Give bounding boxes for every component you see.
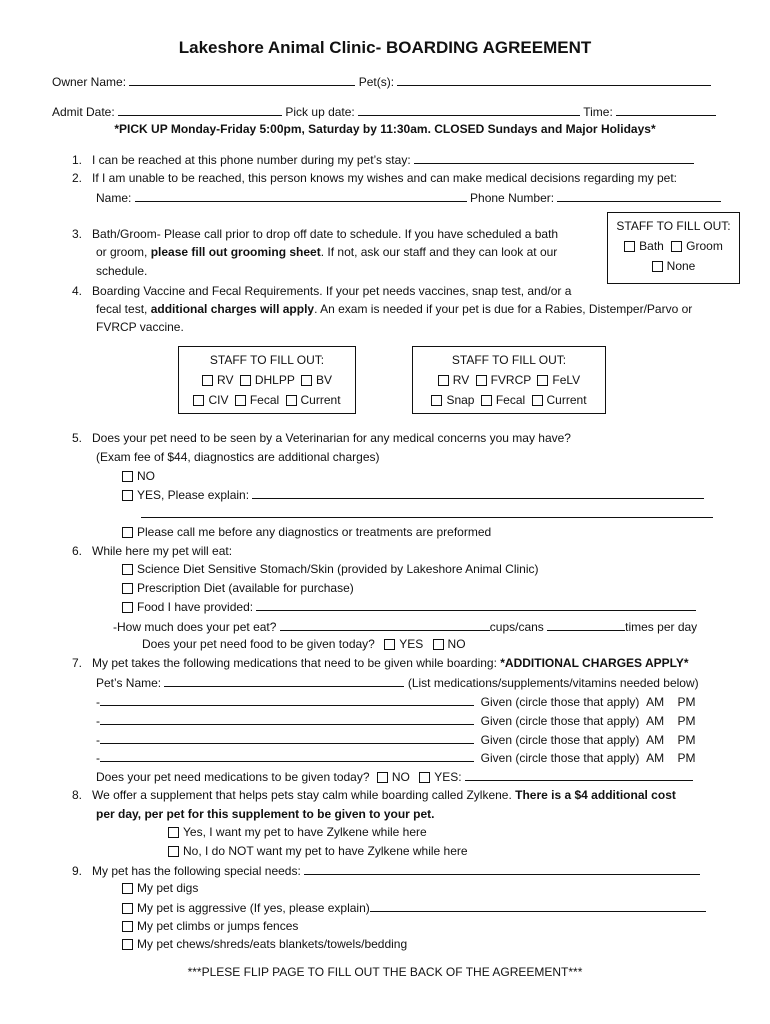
- additional-charges-emphasis: *ADDITIONAL CHARGES APPLY*: [500, 656, 689, 670]
- aggressive-explain-field[interactable]: [370, 900, 706, 912]
- science-diet-label: Science Diet Sensitive Stomach/Skin (provided by Lakeshore Animal Clinic): [137, 562, 539, 576]
- civ-checkbox[interactable]: [193, 395, 204, 406]
- explain-field[interactable]: [252, 487, 704, 499]
- civ-label: CIV: [208, 393, 229, 407]
- food-today-label: Does your pet need food to be given today?: [142, 637, 375, 651]
- item-number: 2.: [71, 171, 82, 185]
- item-3: [64, 227, 558, 241]
- additional-charges-emphasis: additional charges will apply: [150, 302, 315, 316]
- item-2-text: If I am unable to be reached, this person knows my wishes and can make medical decisions regarding my pet:: [92, 171, 677, 185]
- staff-dog-row2: [179, 390, 355, 410]
- pm-option[interactable]: PM: [677, 751, 696, 765]
- item-3-line2: [96, 245, 557, 259]
- item-6: [64, 544, 232, 558]
- amount-field[interactable]: [280, 619, 490, 631]
- call-me-checkbox[interactable]: [122, 527, 133, 538]
- item-number: 9.: [71, 864, 82, 878]
- item-5-call-option: [122, 525, 491, 539]
- amount-label: -How much does your pet eat?: [113, 620, 277, 634]
- time-label: Time:: [583, 105, 613, 119]
- fecal-label: Fecal: [495, 393, 526, 407]
- felv-label: FeLV: [552, 373, 581, 387]
- grooming-sheet-emphasis: please fill out grooming sheet: [150, 245, 321, 259]
- zylkene-no-label: No, I do NOT want my pet to have Zylkene while here: [183, 844, 468, 858]
- item-8-line2: per day, per pet for this supplement to be given to your pet.: [96, 807, 435, 821]
- item-7-line1: My pet takes the following medications that need to be given while boarding:: [92, 656, 501, 670]
- times-field[interactable]: [547, 619, 625, 631]
- fecal-checkbox[interactable]: [481, 395, 492, 406]
- item-7-petname-row: [96, 675, 699, 690]
- chews-label: My pet chews/shreds/eats blankets/towels/bedding: [137, 937, 408, 951]
- rv-label: RV: [217, 373, 234, 387]
- fecal-label: Fecal: [249, 393, 280, 407]
- item-7-today-row: [96, 769, 693, 784]
- medication-row: - Given (circle those that apply) AM PM: [96, 714, 696, 728]
- yes-label: YES, Please explain:: [137, 488, 250, 502]
- pm-option[interactable]: PM: [677, 733, 696, 747]
- chews-checkbox[interactable]: [122, 939, 133, 950]
- pickup-hours-note: *PICK UP Monday-Friday 5:00pm, Saturday by 11:30am. CLOSED Sundays and Major Holidays*: [114, 122, 656, 136]
- zylkene-cost-emphasis: There is a $4 additional cost: [515, 788, 676, 802]
- times-label: times per day: [625, 620, 698, 634]
- meds-today-label: Does your pet need medications to be given today?: [96, 770, 370, 784]
- given-label: Given (circle those that apply): [480, 751, 640, 765]
- phone-field[interactable]: [414, 152, 694, 164]
- item-6-opt1: [122, 562, 539, 576]
- item-number: 4.: [71, 284, 82, 298]
- fecal-checkbox[interactable]: [235, 395, 246, 406]
- text: fecal test,: [96, 302, 151, 316]
- staff-cat-vaccine-box: [412, 346, 606, 414]
- rv-checkbox[interactable]: [202, 375, 213, 386]
- own-food-label: Food I have provided:: [137, 600, 254, 614]
- item-number: 3.: [71, 227, 82, 241]
- item-9-opt1: [122, 881, 198, 895]
- text: . An exam is needed if your pet is due for a Rabies, Distemper/Parvo or: [314, 302, 693, 316]
- felv-checkbox[interactable]: [537, 375, 548, 386]
- contact-name-label: Name:: [96, 191, 132, 205]
- item-4-line2: [96, 302, 692, 316]
- bath-checkbox[interactable]: [624, 241, 635, 252]
- owner-name-row: [52, 74, 711, 89]
- dates-row: [52, 104, 716, 119]
- item-5-explain-line2: [141, 506, 713, 521]
- prescription-diet-label: Prescription Diet (available for purchase): [137, 581, 354, 595]
- meds-today-yes-checkbox[interactable]: [419, 772, 430, 783]
- zylkene-yes-label: Yes, I want my pet to have Zylkene while here: [183, 825, 427, 839]
- item-6-opt2: [122, 581, 354, 595]
- medication-field[interactable]: [100, 732, 474, 744]
- pet-name-field[interactable]: [164, 675, 404, 687]
- medication-field[interactable]: [100, 750, 474, 762]
- bv-label: BV: [315, 373, 332, 387]
- item-8-no-option: [168, 844, 468, 858]
- item-number: 8.: [71, 788, 82, 802]
- medication-field[interactable]: [100, 713, 474, 725]
- yes-checkbox[interactable]: [122, 490, 133, 501]
- contact-name-field[interactable]: [135, 190, 467, 202]
- item-5: [64, 431, 571, 445]
- dhlpp-checkbox[interactable]: [240, 375, 251, 386]
- admit-date-label: Admit Date:: [52, 105, 115, 119]
- pets-field[interactable]: [397, 74, 711, 86]
- list-instructions: (List medications/supplements/vitamins needed below): [407, 676, 699, 690]
- item-5-line2: (Exam fee of $44, diagnostics are additional charges): [96, 450, 380, 464]
- aggressive-label: My pet is aggressive (If yes, please explain): [137, 901, 370, 915]
- digs-checkbox[interactable]: [122, 883, 133, 894]
- flip-page-note: ***PLESE FLIP PAGE TO FILL OUT THE BACK OF THE AGREEMENT***: [187, 965, 583, 979]
- no-label: NO: [137, 469, 155, 483]
- contact-phone-field[interactable]: [557, 190, 721, 202]
- item-number: 1.: [71, 153, 82, 167]
- current-label: Current: [546, 393, 587, 407]
- staff-dog-vaccine-box: [178, 346, 356, 414]
- staff-box-title: STAFF TO FILL OUT:: [616, 219, 731, 233]
- climbs-label: My pet climbs or jumps fences: [137, 919, 299, 933]
- zylkene-yes-checkbox[interactable]: [168, 827, 179, 838]
- item-8-line1: We offer a supplement that helps pets stay calm while boarding called Zylkene.: [92, 788, 516, 802]
- pm-option[interactable]: PM: [677, 714, 696, 728]
- item-9: [64, 863, 700, 878]
- item-number: 6.: [71, 544, 82, 558]
- item-6-line1: While here my pet will eat:: [92, 544, 233, 558]
- pet-name-label: Pet’s Name:: [96, 676, 162, 690]
- item-8-yes-option: [168, 825, 427, 839]
- yes-label: YES: [399, 637, 424, 651]
- staff-box-title: STAFF TO FILL OUT:: [451, 353, 567, 367]
- staff-groom-row2: [608, 256, 739, 276]
- meds-today-no-checkbox[interactable]: [377, 772, 388, 783]
- explain-field-line2[interactable]: [141, 506, 713, 518]
- own-food-checkbox[interactable]: [122, 602, 133, 613]
- am-option[interactable]: AM: [646, 695, 665, 709]
- current-label: Current: [300, 393, 341, 407]
- fvrcp-checkbox[interactable]: [476, 375, 487, 386]
- no-label: NO: [447, 637, 466, 651]
- science-diet-checkbox[interactable]: [122, 564, 133, 575]
- item-1: [64, 152, 694, 167]
- no-label: NO: [391, 770, 410, 784]
- item-5-yes-option: [122, 487, 704, 502]
- yes-label: YES:: [434, 770, 462, 784]
- cups-label: cups/cans: [489, 620, 544, 634]
- pickup-date-field[interactable]: [358, 104, 580, 116]
- special-needs-field[interactable]: [304, 863, 700, 875]
- given-label: Given (circle those that apply): [480, 733, 640, 747]
- staff-groom-row1: [608, 236, 739, 256]
- item-6-amount-row: [113, 619, 697, 634]
- own-food-field[interactable]: [256, 599, 696, 611]
- owner-name-label: Owner Name:: [52, 75, 127, 89]
- dhlpp-label: DHLPP: [254, 373, 295, 387]
- item-5-line1: Does your pet need to be seen by a Veterinarian for any medical concerns you may have?: [92, 431, 571, 445]
- owner-name-field[interactable]: [129, 74, 355, 86]
- item-5-no-option: [122, 469, 155, 483]
- aggressive-checkbox[interactable]: [122, 903, 133, 914]
- pm-option[interactable]: PM: [677, 695, 696, 709]
- text: . If not, ask our staff and they can look at our: [320, 245, 558, 259]
- item-3-line1: Bath/Groom- Please call prior to drop off date to schedule. If you have scheduled a bath: [92, 227, 559, 241]
- medication-row: - Given (circle those that apply) AM PM: [96, 733, 696, 747]
- item-8: [64, 788, 676, 802]
- item-number: 7.: [71, 656, 82, 670]
- item-9-opt4: [122, 937, 407, 951]
- staff-cat-row1: [413, 370, 605, 390]
- item-3-line3: schedule.: [96, 264, 148, 278]
- groom-checkbox[interactable]: [671, 241, 682, 252]
- pets-label: Pet(s):: [358, 75, 395, 89]
- item-2-contact-row: [96, 190, 721, 205]
- am-option[interactable]: AM: [646, 751, 665, 765]
- given-label: Given (circle those that apply): [480, 695, 640, 709]
- medication-row: - Given (circle those that apply) AM PM: [96, 695, 696, 709]
- medication-field[interactable]: [100, 694, 474, 706]
- fvrcp-label: FVRCP: [490, 373, 532, 387]
- staff-dog-row1: [179, 370, 355, 390]
- snap-checkbox[interactable]: [431, 395, 442, 406]
- item-9-line1: My pet has the following special needs:: [92, 864, 301, 878]
- item-2: [64, 171, 677, 185]
- item-4: [64, 284, 571, 298]
- prescription-diet-checkbox[interactable]: [122, 583, 133, 594]
- food-today-no-checkbox[interactable]: [433, 639, 444, 650]
- groom-label: Groom: [686, 239, 723, 253]
- medication-row: - Given (circle those that apply) AM PM: [96, 751, 696, 765]
- document-title: Lakeshore Animal Clinic- BOARDING AGREEMENT: [178, 38, 592, 57]
- food-today-yes-checkbox[interactable]: [384, 639, 395, 650]
- staff-box-title: STAFF TO FILL OUT:: [209, 353, 325, 367]
- am-option[interactable]: AM: [646, 714, 665, 728]
- staff-groom-box: [607, 212, 740, 284]
- call-me-label: Please call me before any diagnostics or treatments are preformed: [137, 525, 492, 539]
- none-label: None: [666, 259, 696, 273]
- current-checkbox[interactable]: [286, 395, 297, 406]
- current-checkbox[interactable]: [532, 395, 543, 406]
- digs-label: My pet digs: [137, 881, 199, 895]
- snap-label: Snap: [446, 393, 475, 407]
- climbs-checkbox[interactable]: [122, 921, 133, 932]
- am-option[interactable]: AM: [646, 733, 665, 747]
- item-6-today-row: [142, 637, 466, 651]
- pickup-date-label: Pick up date:: [285, 105, 355, 119]
- contact-phone-label: Phone Number:: [470, 191, 555, 205]
- given-label: Given (circle those that apply): [480, 714, 640, 728]
- text: or groom,: [96, 245, 151, 259]
- item-7: [64, 656, 689, 670]
- zylkene-no-checkbox[interactable]: [168, 846, 179, 857]
- staff-cat-row2: [413, 390, 605, 410]
- item-number: 5.: [71, 431, 82, 445]
- time-field[interactable]: [616, 104, 716, 116]
- item-9-opt3: [122, 919, 298, 933]
- item-1-text: I can be reached at this phone number during my pet’s stay:: [92, 153, 411, 167]
- admit-date-field[interactable]: [118, 104, 282, 116]
- bath-label: Bath: [639, 239, 664, 253]
- item-4-line1: Boarding Vaccine and Fecal Requirements. If your pet needs vaccines, snap test, and/or a: [92, 284, 572, 298]
- item-4-line3: FVRCP vaccine.: [96, 320, 184, 334]
- rv-checkbox[interactable]: [438, 375, 449, 386]
- item-9-opt2: [122, 900, 706, 915]
- item-6-opt3: [122, 599, 696, 614]
- bv-checkbox[interactable]: [301, 375, 312, 386]
- rv-label: RV: [452, 373, 470, 387]
- no-checkbox[interactable]: [122, 471, 133, 482]
- none-checkbox[interactable]: [652, 261, 663, 272]
- meds-today-field[interactable]: [465, 769, 693, 781]
